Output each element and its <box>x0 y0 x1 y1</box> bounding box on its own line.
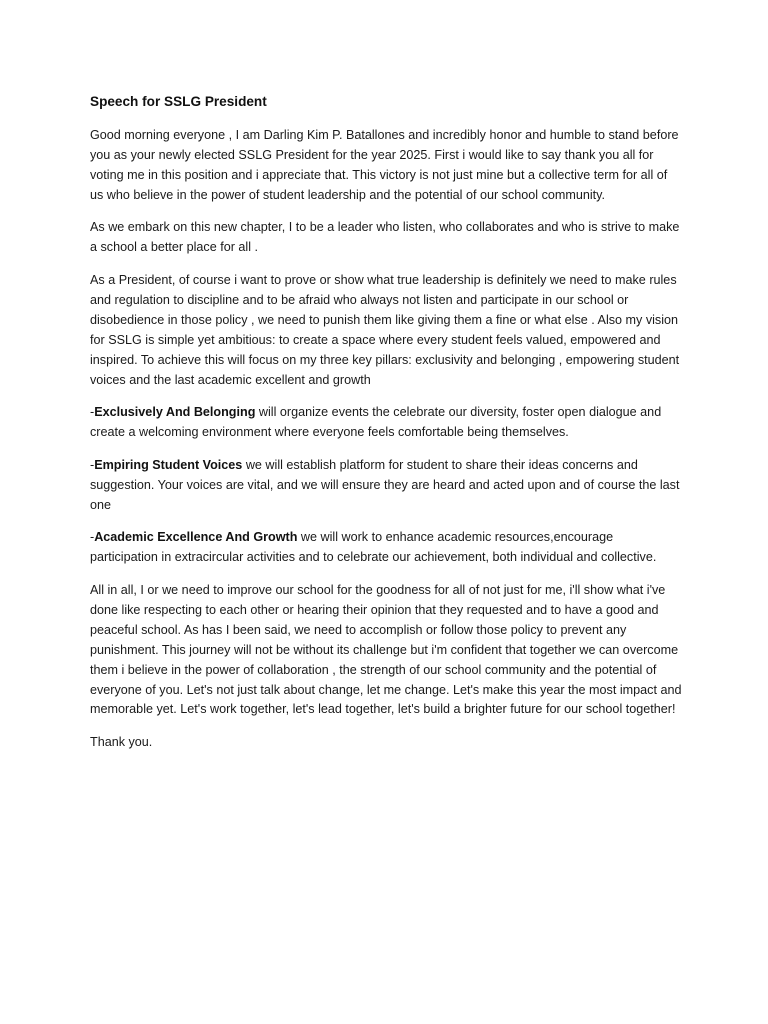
paragraph-new-chapter: As we embark on this new chapter, I to be a leader who listen, who collaborates and who is strive to make a school a better place for all . <box>90 220 680 255</box>
pillar-3-prefix: - <box>90 530 95 545</box>
document-title: Speech for SSLG President <box>90 94 267 109</box>
pillar-1-body: will organize events the celebrate our diversity, foster open dialogue and create a welcoming environment where everyone feels comfortable being themselves. <box>90 405 662 440</box>
pillar-3-body: we will work to enhance academic resources,encourage participation in extracircular activities and to celebrate our achievement, both individual and collective. <box>90 530 657 565</box>
pillar-2-heading: Empiring Student Voices <box>94 457 243 472</box>
document-body <box>90 92 682 766</box>
pillar-1-prefix: - <box>90 405 95 420</box>
pillar-paragraph-3 <box>90 528 682 568</box>
paragraph-conclusion: All in all, I or we need to improve our school for the goodness for all of not just for me, i'll show what i've done like respecting to each other or hearing their opinion that they requested and to have a good and peaceful school. As has I been said, we need to accomplish or follow those policy to prevent any punishment. This journey will not be without its challenge but i'm confident that together we can overcome them i believe in the power of collaboration , the strength of our school community and the potential of everyone of you. Let's not just talk about change, let me change. Let's make this year the most impact and memorable yet. Let's work together, let's lead together, let's build a brighter future for our school together! <box>90 583 682 717</box>
paragraph-greeting: Good morning everyone , I am Darling Kim P. Batallones and incredibly honor and humble to stand before you as your newly elected SSLG President for the year 2025. First i would like to say thank you all for voting me in this position and i appreciate that. This victory is not just mine but a collective term for all of us who believe in the power of student leadership and the potential of our school community. <box>90 128 679 202</box>
pillar-paragraph-2 <box>90 456 682 516</box>
closing-line: Thank you. <box>90 735 153 750</box>
pillar-paragraph-1 <box>90 403 682 443</box>
pillar-1-heading: Exclusively And Belonging <box>94 405 256 420</box>
paragraph-vision: As a President, of course i want to prove or show what true leadership is definitely we need to make rules and regulation to discipline and to be afraid who always not listen and participate in our school or disobedience in those policy , we need to punish them like giving them a fine or what else . Also my vision for SSLG is simple yet ambitious: to create a space where every student feels valued, empowered and inspired. To achieve this will focus on my three key pillars: exclusivity and belonging , empowering student voices and the last academic excellent and growth <box>90 273 680 387</box>
pillar-2-body: we will establish platform for student to share their ideas concerns and suggestion. Your voices are vital, and we will ensure they are heard and acted upon and of course the last one <box>90 457 680 512</box>
pillar-3-heading: Academic Excellence And Growth <box>94 530 298 545</box>
pillar-2-prefix: - <box>90 457 95 472</box>
